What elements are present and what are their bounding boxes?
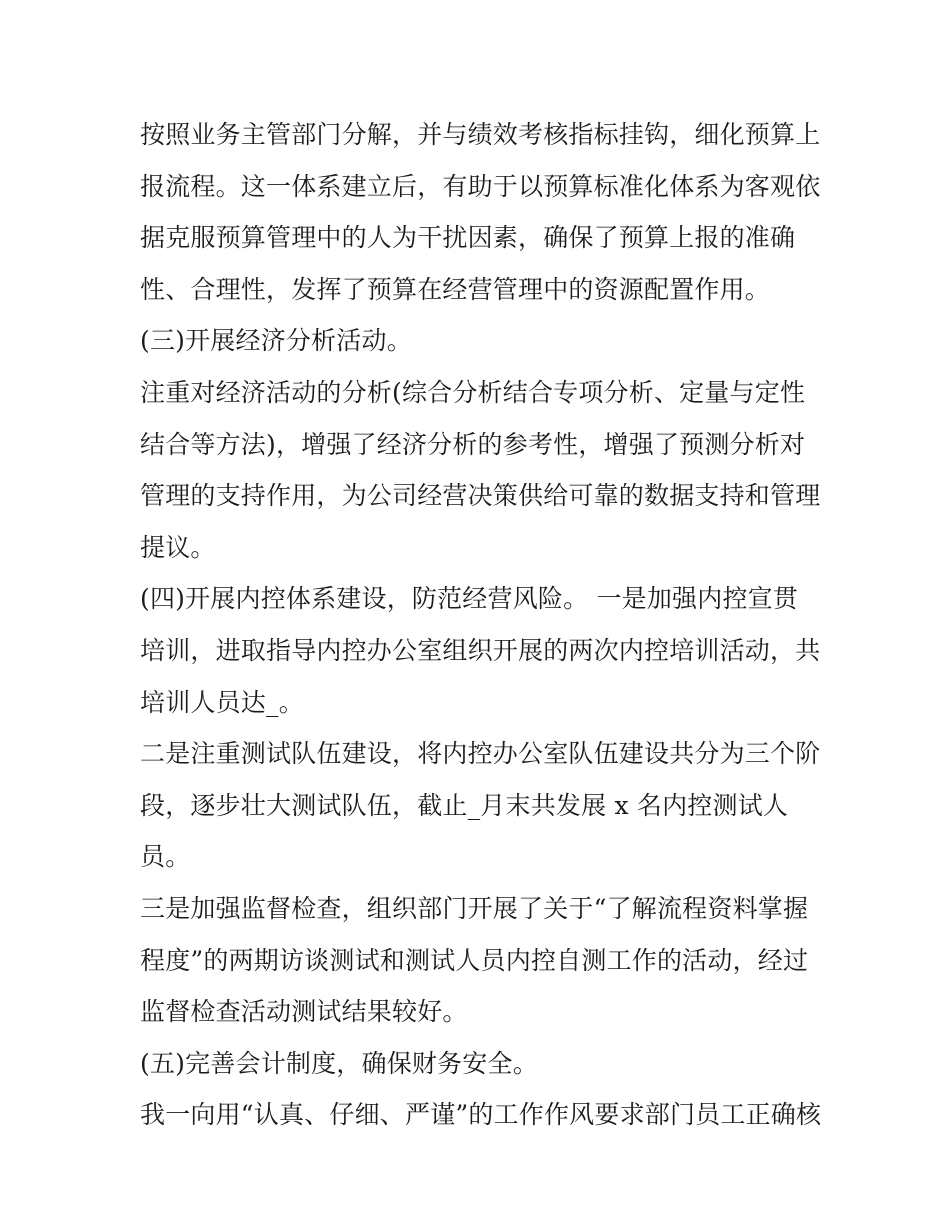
text-line: 培训，进取指导内控办公室组织开展的两次内控培训活动，共 [140, 635, 821, 665]
text-line: 段，逐步壮大测试队伍，截止_月末共发展 x 名内控测试人 [140, 790, 789, 820]
text-line: 管理的支持作用，为公司经营决策供给可靠的数据支持和管理 [140, 481, 821, 511]
section-heading-4: (四)开展内控体系建设，防范经营风险。 一是加强内控宣贯 [140, 584, 799, 614]
section-heading-3: (三)开展经济分析活动。 [140, 326, 412, 356]
text-line: 报流程。这一体系建立后，有助于以预算标准化体系为客观依 [140, 171, 821, 201]
text-line: 据克服预算管理中的人为干扰因素，确保了预算上报的准确 [140, 223, 796, 253]
text-line: 培训人员达_。 [140, 687, 304, 717]
text-line: 三是加强监督检查，组织部门开展了关于“了解流程资料掌握 [140, 893, 809, 923]
text-line: 监督检查活动测试结果较好。 [140, 997, 468, 1027]
text-line: 员。 [140, 842, 191, 872]
text-line: 提议。 [140, 532, 216, 562]
text-line: 注重对经济活动的分析(综合分析结合专项分析、定量与定性 [140, 377, 806, 407]
section-heading-5: (五)完善会计制度，确保财务安全。 [140, 1048, 538, 1078]
text-line: 程度”的两期访谈测试和测试人员内控自测工作的活动，经过 [140, 945, 809, 975]
text-line: 二是注重测试队伍建设，将内控办公室队伍建设共分为三个阶 [140, 739, 821, 769]
text-line: 按照业务主管部门分解，并与绩效考核指标挂钩，细化预算上 [140, 120, 821, 149]
document-body [140, 109, 830, 1141]
text-line: 结合等方法)，增强了经济分析的参考性，增强了预测分析对 [140, 429, 806, 459]
text-line: 性、合理性，发挥了预算在经营管理中的资源配置作用。 [140, 274, 771, 304]
text-line: 我一向用“认真、仔细、严谨”的工作作风要求部门员工正确核 [140, 1100, 822, 1130]
